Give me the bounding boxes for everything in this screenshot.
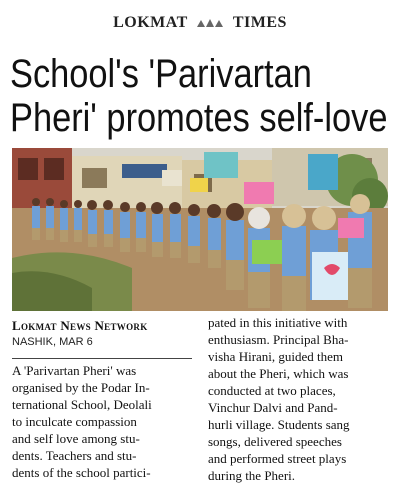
article-line: enthusiasm. Principal Bha- (208, 332, 349, 347)
article-line: and performed street plays (208, 451, 347, 466)
masthead-right: TIMES (232, 14, 287, 32)
article-line: conducted at two places, (208, 383, 336, 398)
article-line: organised by the Podar In- (12, 380, 150, 395)
masthead (0, 14, 400, 32)
news-photo (12, 148, 388, 311)
article-column-1 (12, 362, 193, 481)
masthead-emblem-icon (195, 17, 225, 29)
dateline: NASHIK, MAR 6 (12, 336, 93, 348)
article-line: ternational School, Deolali (12, 397, 152, 412)
article-line: A 'Parivartan Pheri' was (12, 363, 137, 378)
article-line: about the Pheri, which was (208, 366, 349, 381)
masthead-left: LOKMAT (113, 14, 188, 32)
article-line: Vinchur Dalvi and Pand- (208, 400, 338, 415)
article-line: to inculcate compassion (12, 414, 137, 429)
article-line: songs, delivered speeches (208, 434, 342, 449)
article-line: visha Hirani, guided them (208, 349, 344, 364)
byline: Lokmat News Network (12, 318, 148, 333)
article-line: dents of the school partici- (12, 465, 151, 480)
headline-line-2: Pheri' promotes self-love (10, 96, 388, 140)
article-line: dents. Teachers and stu- (12, 448, 137, 463)
article-line: and self love among stu- (12, 431, 140, 446)
article-line: pated in this initiative with (208, 315, 348, 330)
divider (12, 358, 192, 359)
article-line: hurli village. Students sang (208, 417, 350, 432)
article-column-2 (208, 314, 388, 484)
article-line: during the Pheri. (208, 468, 296, 483)
headline (10, 52, 388, 140)
headline-line-1: School's 'Parivartan (10, 52, 312, 96)
rally-photo-illustration (12, 148, 388, 311)
